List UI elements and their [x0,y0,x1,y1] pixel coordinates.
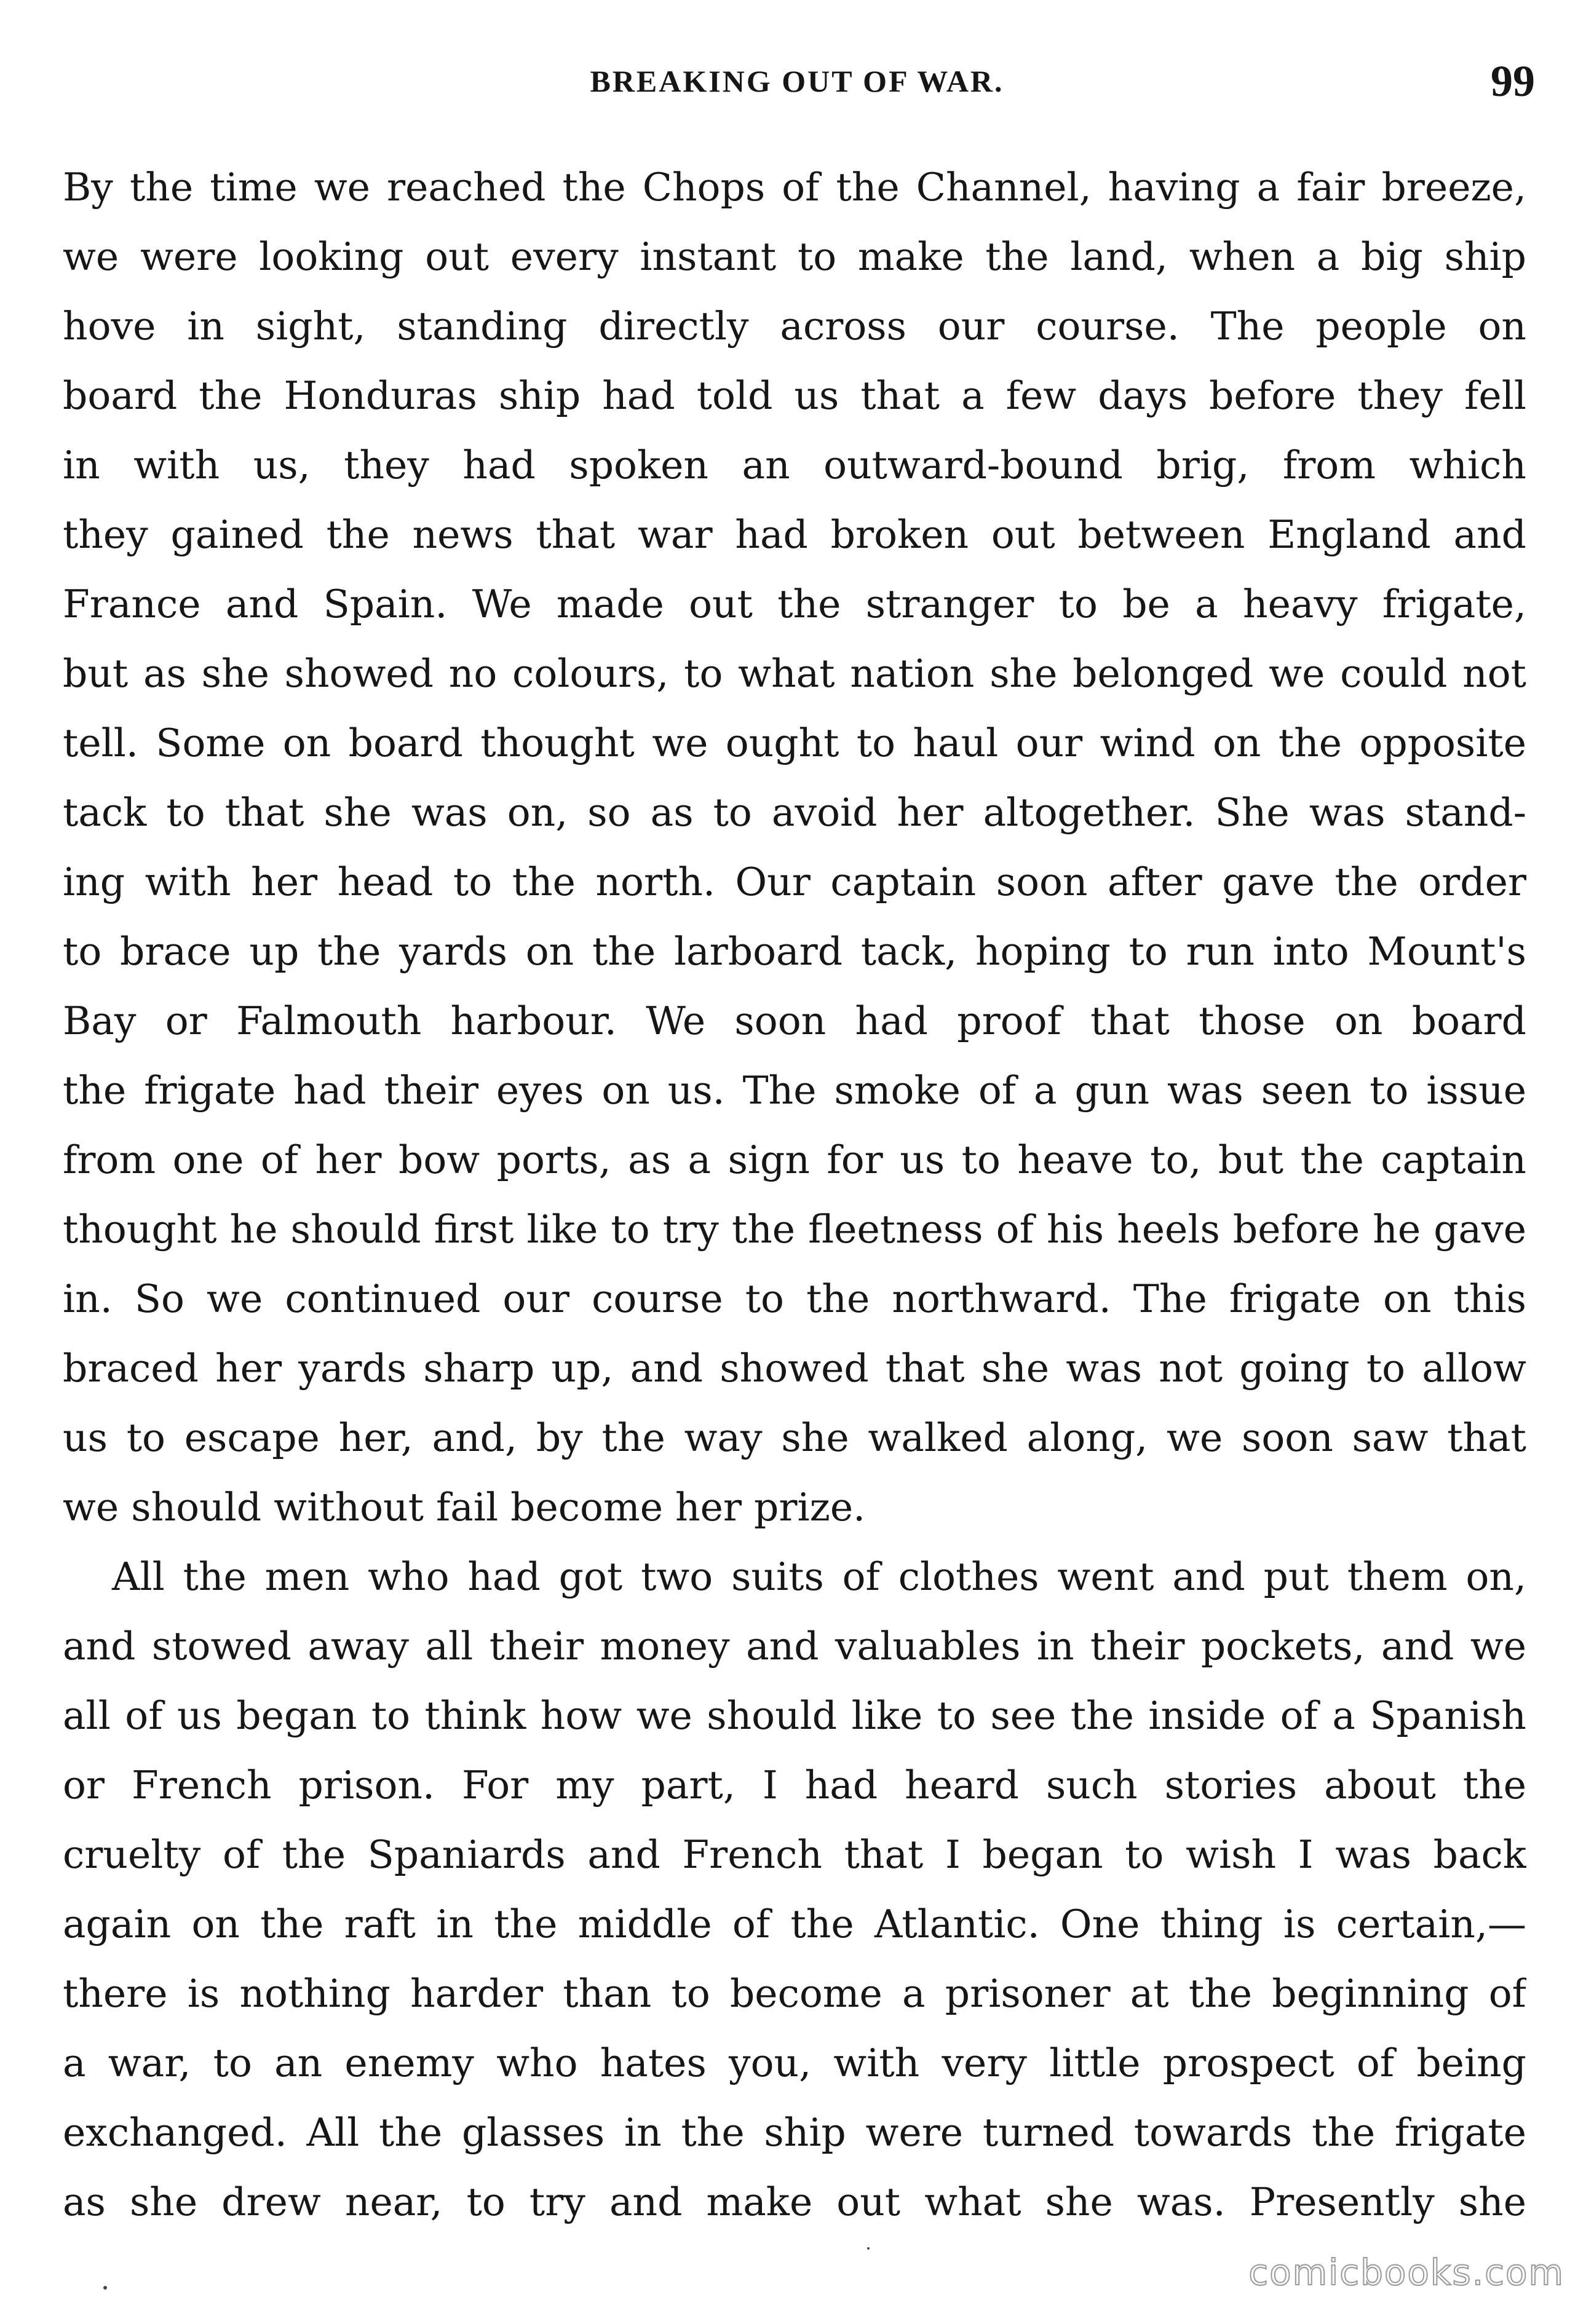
text-line: tack to that she was on, so as to avoid her altogether. She was stand- [63,790,1526,835]
text-line: exchanged. All the glasses in the ship were turned towards the frigate [63,2110,1526,2155]
body-text [63,152,1526,2237]
text-line: France and Spain. We made out the stranger to be a heavy frigate, [63,582,1526,626]
running-head [0,58,1594,120]
text-line: ing with her head to the north. Our captain soon after gave the order [63,860,1526,904]
text-line: Bay or Falmouth harbour. We soon had proof that those on board [63,998,1526,1043]
text-line: again on the raft in the middle of the Atlantic. One thing is certain,— [63,1902,1526,1947]
text-line: braced her yards sharp up, and showed that she was not going to allow [63,1346,1526,1391]
text-line: but as she showed no colours, to what nation she belonged we could not [63,651,1526,696]
text-line: the frigate had their eyes on us. The smoke of a gun was seen to issue [63,1068,1526,1113]
print-speck [867,2247,870,2250]
text-line: all of us began to think how we should like to see the inside of a Spanish [63,1693,1526,1738]
page-number: 99 [1491,57,1535,106]
text-line: in. So we continued our course to the northward. The frigate on this [63,1276,1526,1321]
text-line: or French prison. For my part, I had heard such stories about the [63,1763,1526,1808]
text-line: cruelty of the Spaniards and French that I began to wish I was back [63,1832,1526,1877]
text-line: we should without fail become her prize. [63,1485,866,1530]
text-line: thought he should first like to try the fleetness of his heels before he gave [63,1207,1526,1252]
text-line: to brace up the yards on the larboard tack, hoping to run into Mount's [63,929,1526,974]
running-title: BREAKING OUT OF WAR. [590,64,1004,98]
text-line: they gained the news that war had broken out between England and [63,512,1526,557]
text-line: By the time we reached the Chops of the Channel, having a fair breeze, [63,165,1526,210]
text-line: and stowed away all their money and valuables in their pockets, and we [63,1624,1526,1669]
text-line: board the Honduras ship had told us that a few days before they fell [63,373,1526,418]
watermark: comicbooks.com [1248,2251,1564,2293]
text-line: a war, to an enemy who hates you, with very little prospect of being [63,2041,1526,2085]
text-line: from one of her bow ports, as a sign for us to heave to, but the captain [63,1137,1526,1182]
print-speck [103,2286,107,2290]
text-line: All the men who had got two suits of clothes went and put them on, [112,1554,1526,1599]
text-line: tell. Some on board thought we ought to haul our wind on the opposite [63,721,1526,765]
text-line: there is nothing harder than to become a prisoner at the beginning of [63,1971,1526,2016]
text-line: us to escape her, and, by the way she walked along, we soon saw that [63,1415,1526,1460]
text-line: hove in sight, standing directly across our course. The people on [63,304,1526,349]
text-line: we were looking out every instant to make the land, when a big ship [63,234,1526,279]
text-line: as she drew near, to try and make out what she was. Presently she [63,2180,1526,2224]
text-line: in with us, they had spoken an outward-bound brig, from which [63,443,1526,488]
